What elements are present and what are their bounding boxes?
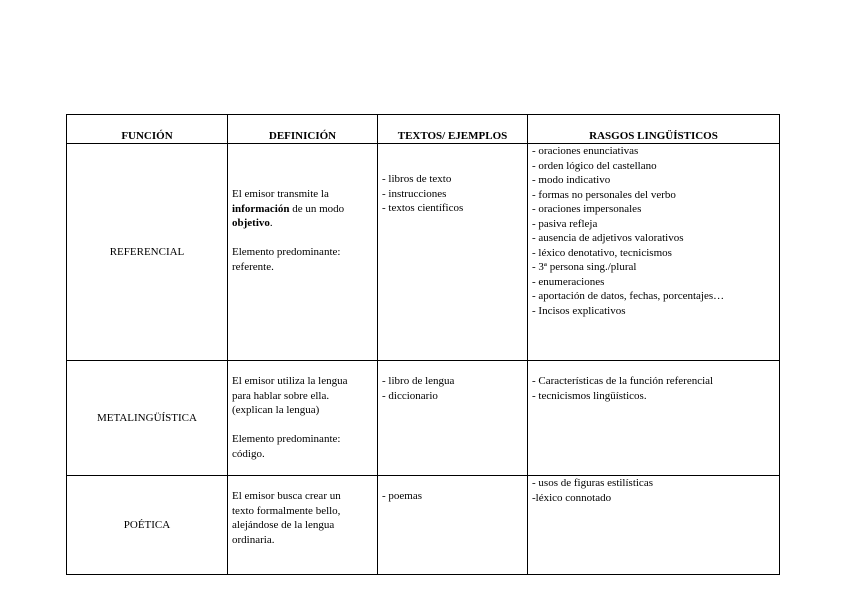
- rasgos-item: - ausencia de adjetivos valorativos: [532, 232, 684, 244]
- textos-item: - diccionario: [382, 389, 438, 402]
- definicion-text: .: [269, 217, 273, 229]
- textos-item: - poemas: [382, 490, 423, 502]
- rasgos-item: - enumeraciones: [532, 275, 605, 288]
- bold-term: objetivo: [232, 217, 270, 229]
- textos-item: - libros de texto: [382, 173, 452, 185]
- header-funcion: FUNCIÓN: [67, 115, 228, 144]
- header-definicion: DEFINICIÓN: [228, 115, 378, 144]
- definicion-line: para hablar sobre ella.: [232, 389, 330, 402]
- table-row-referencial: [67, 144, 780, 361]
- rasgos-item: - oraciones impersonales: [532, 203, 642, 215]
- functions-table: [66, 114, 780, 575]
- definicion-paragraph: [232, 432, 373, 461]
- definicion-line: Elemento predominante:: [232, 433, 341, 445]
- definicion-line: El emisor utiliza la lengua: [232, 375, 348, 387]
- funcion-cell: REFERENCIAL: [67, 144, 228, 361]
- textos-item: - instrucciones: [382, 187, 447, 200]
- rasgos-item: - Incisos explicativos: [532, 304, 626, 317]
- definicion-line: (explican la lengua): [232, 404, 320, 416]
- definicion-paragraph: [232, 245, 373, 274]
- rasgos-item: - pasiva refleja: [532, 217, 598, 230]
- rasgos-item: - orden lógico del castellano: [532, 159, 657, 172]
- funcion-cell: POÉTICA: [67, 476, 228, 575]
- rasgos-item: -léxico connotado: [532, 491, 612, 504]
- definicion-cell: [228, 476, 378, 575]
- rasgos-item: - oraciones enunciativas: [532, 145, 639, 157]
- definicion-line: texto formalmente bello,: [232, 504, 341, 517]
- definicion-line: El emisor busca crear un: [232, 490, 341, 502]
- definicion-cell: [228, 144, 378, 361]
- rasgos-item: - aportación de datos, fechas, porcentajes…: [532, 290, 725, 302]
- textos-cell: [378, 361, 528, 476]
- rasgos-item: - tecnicismos lingüísticos.: [532, 389, 647, 402]
- rasgos-item: - usos de figuras estilísticas: [532, 477, 653, 489]
- definicion-line: [232, 202, 373, 217]
- table-row-metalinguistica: [67, 361, 780, 476]
- header-row: [67, 115, 780, 144]
- definicion-text: de un modo: [289, 202, 345, 215]
- textos-cell: [378, 476, 528, 575]
- header-textos: TEXTOS/ EJEMPLOS: [378, 115, 528, 144]
- rasgos-item: - léxico denotativo, tecnicismos: [532, 246, 672, 259]
- definicion-paragraph: [232, 374, 373, 418]
- rasgos-item: - formas no personales del verbo: [532, 188, 676, 201]
- textos-cell: [378, 144, 528, 361]
- definicion-line: código.: [232, 447, 265, 460]
- funcion-cell: METALINGÜÍSTICA: [67, 361, 228, 476]
- rasgos-cell: [528, 144, 780, 361]
- definicion-line: [232, 216, 373, 231]
- textos-item: - textos científicos: [382, 202, 464, 214]
- definicion-line: ordinaria.: [232, 533, 275, 546]
- table-row-poetica: [67, 476, 780, 575]
- bold-term: información: [232, 202, 290, 215]
- rasgos-item: - Características de la función referencial: [532, 375, 714, 387]
- definicion-line: referente.: [232, 260, 274, 273]
- rasgos-cell: [528, 361, 780, 476]
- definicion-line: alejándose de la lengua: [232, 519, 335, 531]
- header-rasgos: RASGOS LINGÜÍSTICOS: [528, 115, 780, 144]
- rasgos-item: - modo indicativo: [532, 174, 611, 186]
- textos-item: - libro de lengua: [382, 375, 455, 387]
- rasgos-cell: [528, 476, 780, 575]
- definicion-line: El emisor transmite la: [232, 188, 329, 200]
- definicion-cell: [228, 361, 378, 476]
- definicion-paragraph: [232, 187, 373, 231]
- rasgos-item: - 3ª persona sing./plural: [532, 261, 637, 273]
- definicion-line: Elemento predominante:: [232, 246, 341, 258]
